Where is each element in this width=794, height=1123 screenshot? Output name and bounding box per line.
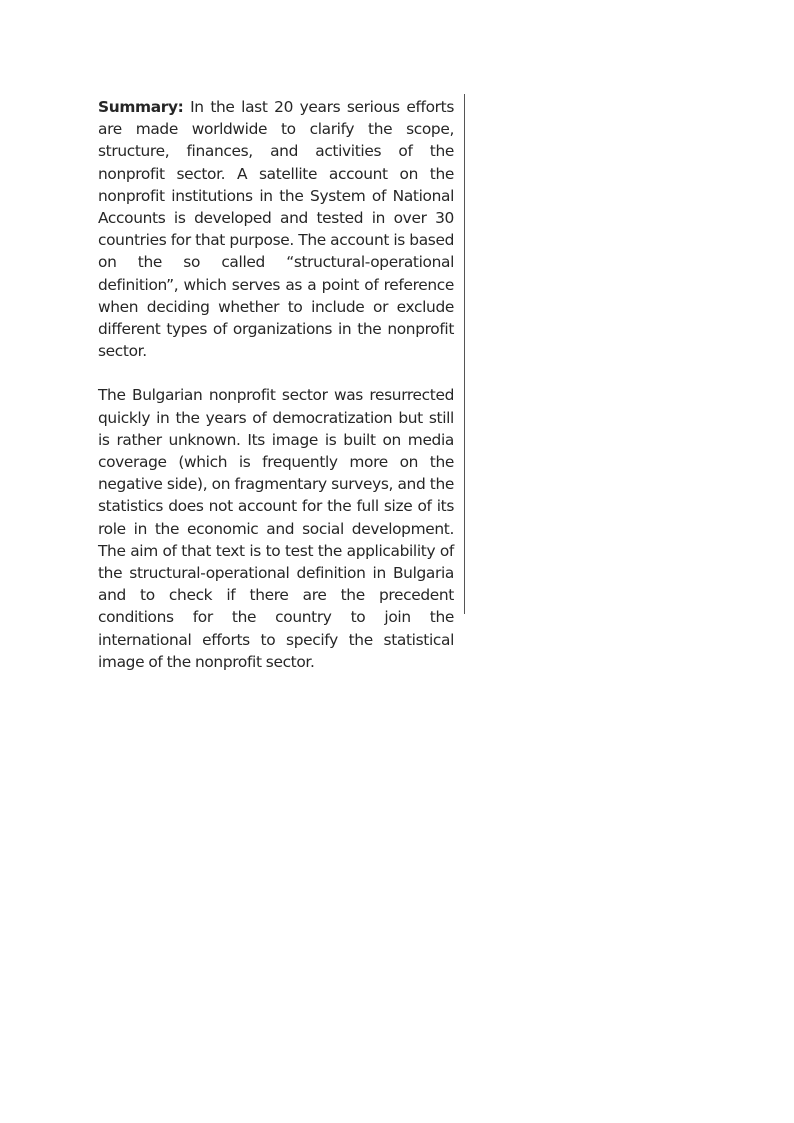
summary-section: [98, 96, 454, 673]
summary-paragraph-1: [98, 96, 454, 362]
margin-divider-line: [464, 94, 465, 614]
summary-paragraph-2: The Bulgarian nonprofit sector was resurrected quickly in the years of democratization but still is rather unknown. Its image is built on media coverage (which is frequently more on the negative side), on fragmentary surveys, and the statistics does not account for the full size of its role in the economic and social development. The aim of that text is to test the applicability of the structural-operational definition in Bulgaria and to check if there are the precedent conditions for the country to join the international efforts to specify the statistical image of the nonprofit sector.: [98, 386, 454, 671]
summary-label: Summary:: [98, 98, 184, 116]
summary-text-1: In the last 20 years serious efforts are made worldwide to clarify the scope, structure, finances, and activities of the nonprofit sector. A satellite account on the nonprofit institutions in the System of National Accounts is developed and tested in over 30 countries for that purpose. The account is based on the so called “structural-operational definition”, which serves as a point of reference when deciding whether to include or exclude different types of organizations in the nonprofit sector.: [98, 98, 454, 361]
